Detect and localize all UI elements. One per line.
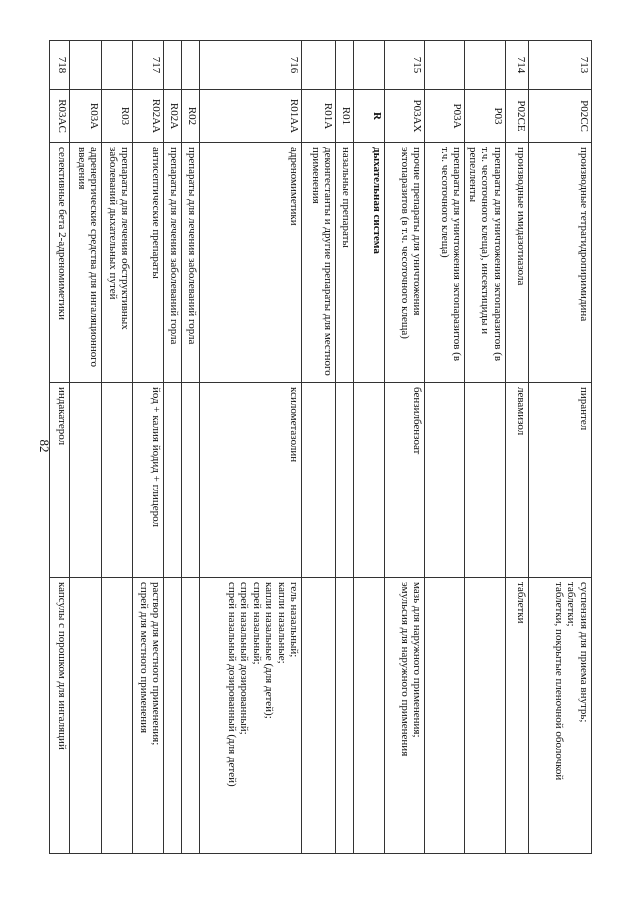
atc-code-cell: P03AX — [385, 90, 425, 143]
dosage-forms-cell: мазь для наружного применения; эмульсия для наружного применения — [385, 578, 425, 854]
inn-cell: ксилометазолин — [200, 383, 302, 578]
atc-code-cell: P02CE — [506, 90, 529, 143]
group-name-cell: селективные бета 2-адреномиметики — [50, 143, 70, 383]
atc-code-cell: R03A — [70, 90, 102, 143]
table-row — [200, 41, 302, 854]
group-name-cell: производные имидазотиазола — [506, 143, 529, 383]
dosage-forms-cell: капсулы с порошком для ингаляций — [50, 578, 70, 854]
dosage-forms-cell — [354, 578, 385, 854]
row-number-cell — [336, 41, 354, 90]
group-name-cell: прочие препараты для уничтожения эктопаразитов (в т.ч. чесоточного клеща) — [385, 143, 425, 383]
atc-code-cell: R — [354, 90, 385, 143]
group-name-cell: назальные препараты — [336, 143, 354, 383]
row-number-cell: 716 — [200, 41, 302, 90]
table-row — [164, 41, 182, 854]
group-name-cell: препараты для уничтожения эктопаразитов (в т.ч. чесоточного клеща) — [425, 143, 465, 383]
group-name-cell: адреномиметики — [200, 143, 302, 383]
table-row — [425, 41, 465, 854]
group-name-cell: дыхательная система — [354, 143, 385, 383]
dosage-forms-cell: таблетки — [506, 578, 529, 854]
group-name-cell: препараты для уничтожения эктопаразитов (в т.ч. чесоточного клеща), инсектициды и репелленты — [465, 143, 506, 383]
dosage-forms-cell — [70, 578, 102, 854]
dosage-forms-cell — [465, 578, 506, 854]
inn-cell — [102, 383, 133, 578]
atc-code-cell: R03AC — [50, 90, 70, 143]
inn-cell: индакатерол — [50, 383, 70, 578]
group-name-cell: деконгестанты и другие препараты для местного применения — [302, 143, 336, 383]
group-name-cell: препараты для лечения заболеваний горла — [182, 143, 200, 383]
table-row — [465, 41, 506, 854]
row-number-cell — [102, 41, 133, 90]
row-number-cell — [425, 41, 465, 90]
row-number-cell: 718 — [50, 41, 70, 90]
row-number-cell — [182, 41, 200, 90]
row-number-cell: 715 — [385, 41, 425, 90]
row-number-cell: 713 — [529, 41, 592, 90]
atc-code-cell: R03 — [102, 90, 133, 143]
group-name-cell: адренергические средства для ингаляционного введения — [70, 143, 102, 383]
atc-code-cell: R02A — [164, 90, 182, 143]
drug-list-table — [50, 40, 593, 854]
inn-cell — [336, 383, 354, 578]
row-number-cell: 714 — [506, 41, 529, 90]
group-name-cell: препараты для лечения заболеваний горла — [164, 143, 182, 383]
row-number-cell — [465, 41, 506, 90]
inn-cell — [425, 383, 465, 578]
atc-code-cell: R02 — [182, 90, 200, 143]
dosage-forms-cell: суспензия для приема внутрь; таблетки; таблетки, покрытые пленочной оболочкой — [529, 578, 592, 854]
row-number-cell — [302, 41, 336, 90]
dosage-forms-cell — [182, 578, 200, 854]
atc-code-cell: R01 — [336, 90, 354, 143]
table-row — [133, 41, 164, 854]
dosage-forms-cell — [164, 578, 182, 854]
dosage-forms-cell — [425, 578, 465, 854]
table-row — [70, 41, 102, 854]
dosage-forms-cell — [102, 578, 133, 854]
table-row — [354, 41, 385, 854]
atc-code-cell: R02AA — [133, 90, 164, 143]
table-row — [385, 41, 425, 854]
dosage-forms-cell — [336, 578, 354, 854]
dosage-forms-cell — [302, 578, 336, 854]
inn-cell — [354, 383, 385, 578]
group-name-cell: препараты для лечения обструктивных заболеваний дыхательных путей — [102, 143, 133, 383]
inn-cell — [70, 383, 102, 578]
atc-code-cell: P03 — [465, 90, 506, 143]
inn-cell — [465, 383, 506, 578]
rotated-table-container — [56, 40, 592, 853]
inn-cell: пирантел — [529, 383, 592, 578]
row-number-cell — [70, 41, 102, 90]
inn-cell — [182, 383, 200, 578]
table-row — [182, 41, 200, 854]
inn-cell — [164, 383, 182, 578]
inn-cell — [302, 383, 336, 578]
table-row — [50, 41, 70, 854]
table-row — [302, 41, 336, 854]
atc-code-cell: P02CC — [529, 90, 592, 143]
atc-code-cell: R01A — [302, 90, 336, 143]
row-number-cell: 717 — [133, 41, 164, 90]
row-number-cell — [164, 41, 182, 90]
group-name-cell: производные тетрагидропиримидина — [529, 143, 592, 383]
inn-cell: йод + калия йодид + глицерол — [133, 383, 164, 578]
table-body — [50, 41, 592, 854]
dosage-forms-cell: раствор для местного применения; спрей для местного применения — [133, 578, 164, 854]
dosage-forms-cell: гель назальный; капли назальные; капли назальные (для детей); спрей назальный; спрей назальный дозированный; спрей назальный дозированный (для детей) — [200, 578, 302, 854]
table-row — [529, 41, 592, 854]
group-name-cell: антисептические препараты — [133, 143, 164, 383]
atc-code-cell: P03A — [425, 90, 465, 143]
table-row — [336, 41, 354, 854]
table-row — [102, 41, 133, 854]
inn-cell: левамизол — [506, 383, 529, 578]
row-number-cell — [354, 41, 385, 90]
table-row — [506, 41, 529, 854]
inn-cell: бензилбензоат — [385, 383, 425, 578]
page-number: 82 — [37, 439, 52, 453]
atc-code-cell: R01AA — [200, 90, 302, 143]
